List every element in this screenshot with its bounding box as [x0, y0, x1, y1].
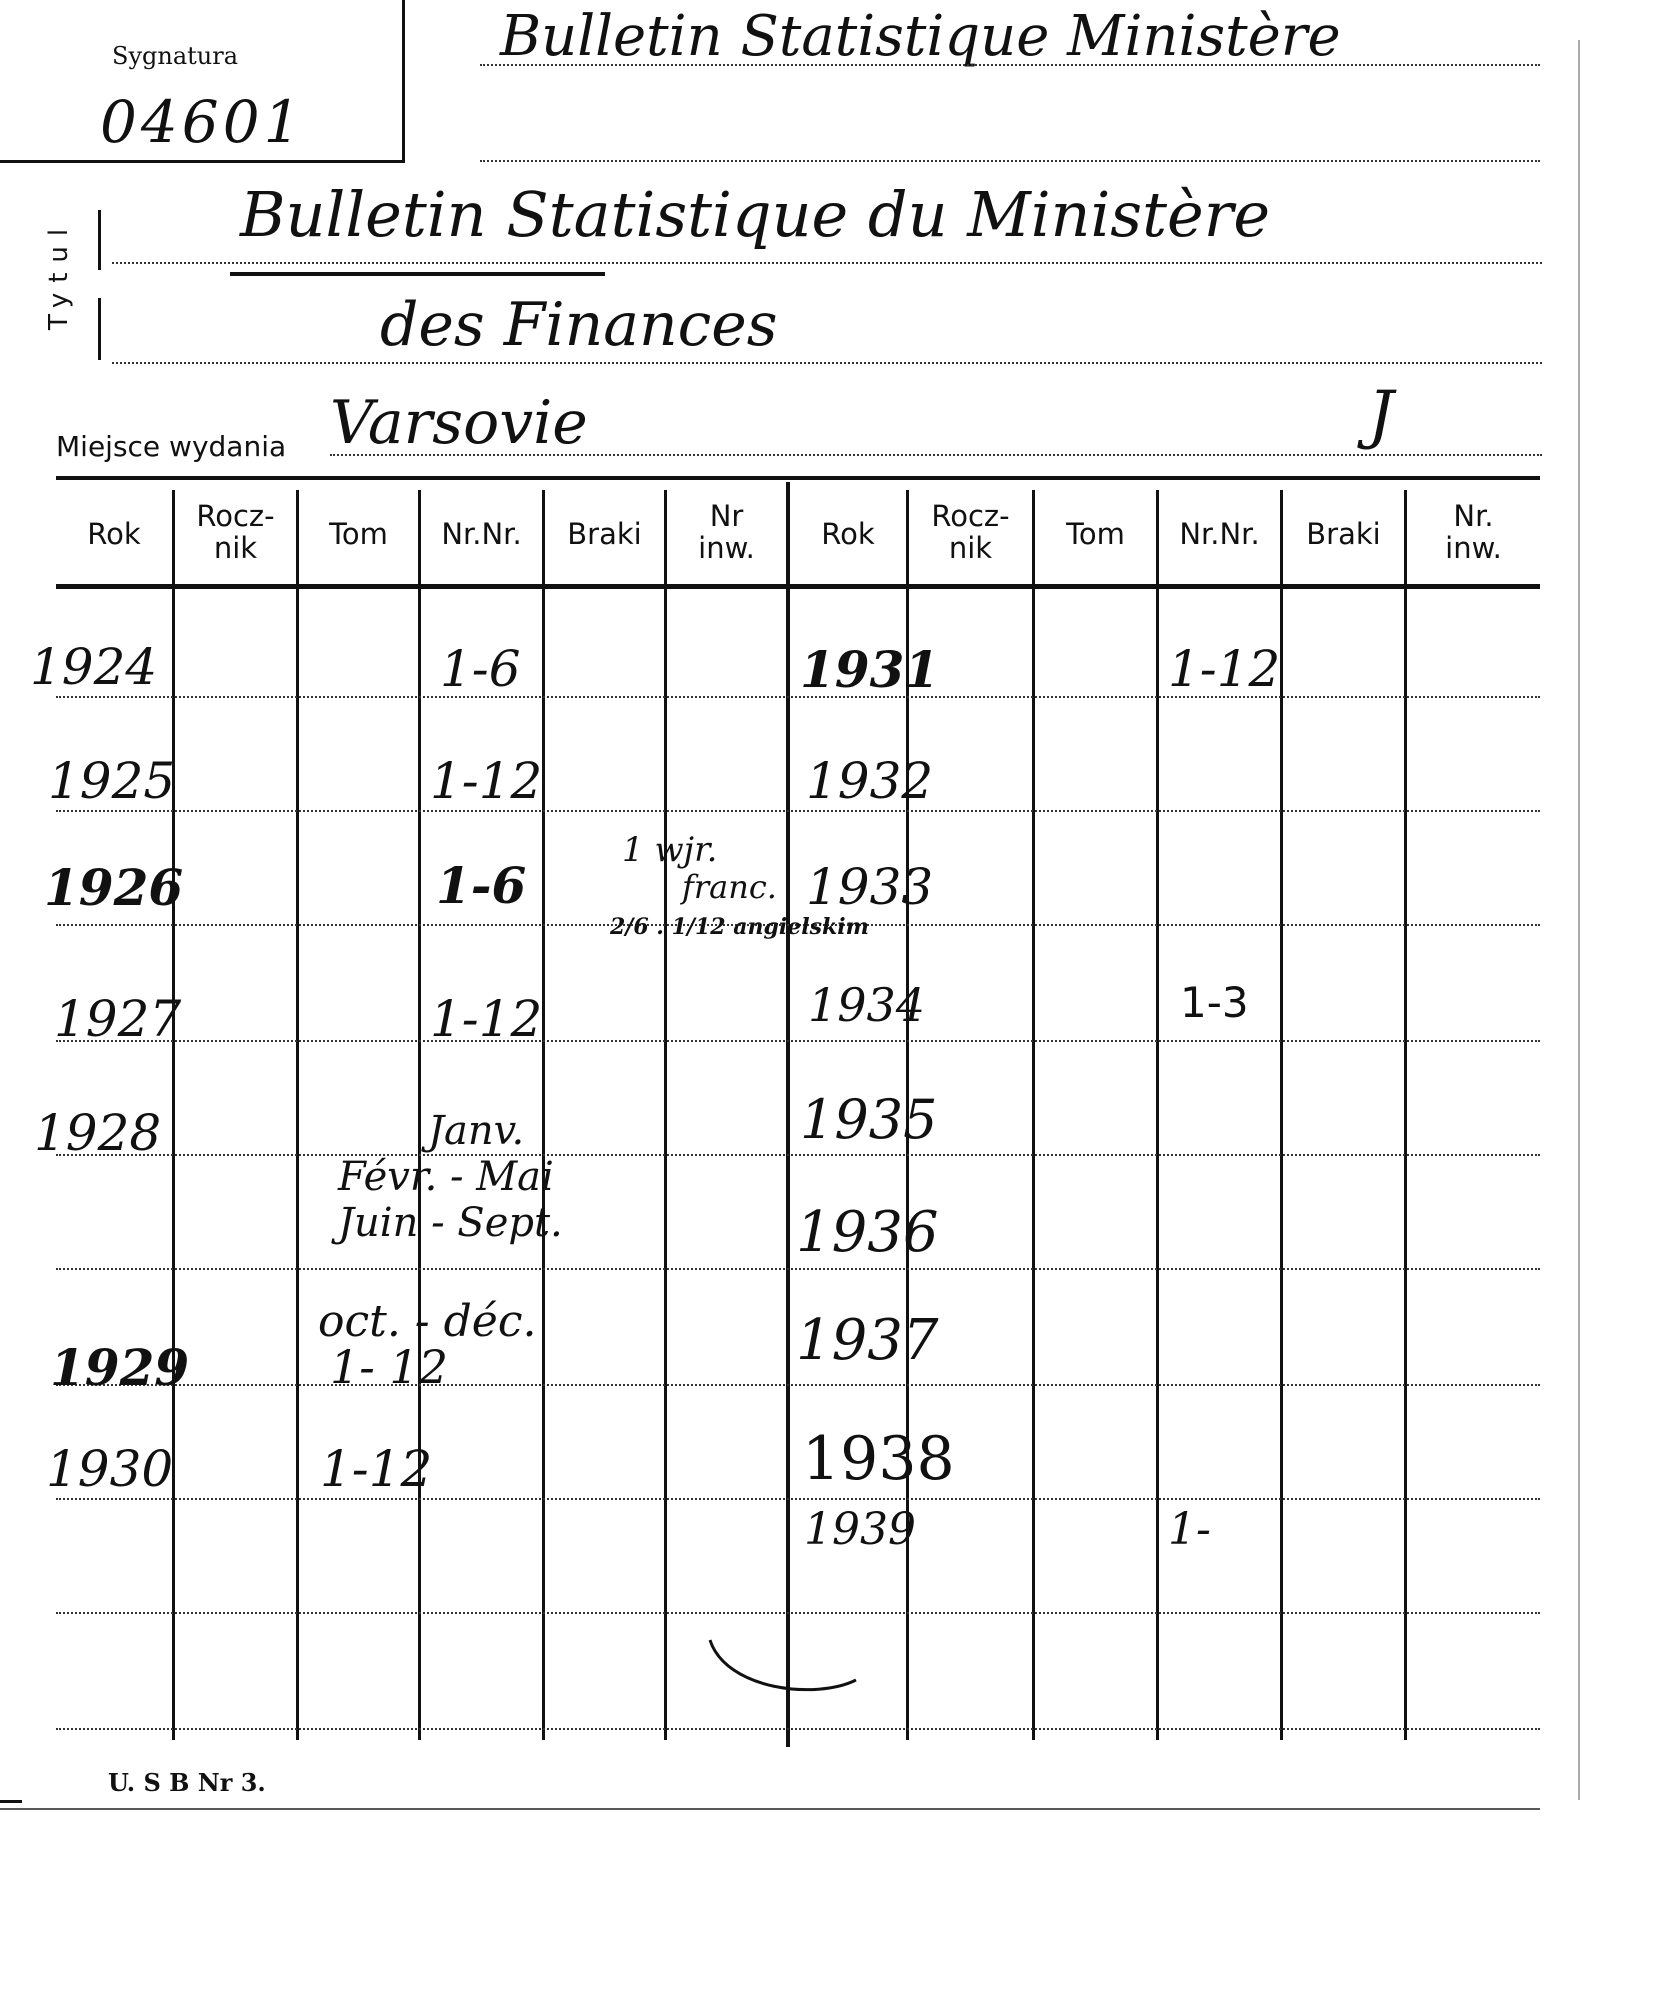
right-rok-1932: 1932 — [806, 752, 934, 810]
right-rok-1939: 1939 — [804, 1504, 916, 1555]
right-rok-1934: 1934 — [808, 978, 926, 1032]
col-line-9 — [1156, 490, 1159, 1740]
left-nr-1929: 1- 12 — [330, 1340, 448, 1394]
left-rok-1927: 1927 — [54, 990, 182, 1048]
col-line-4 — [542, 490, 545, 1740]
place-label: Miejsce wydania — [56, 430, 287, 463]
left-nr-1927: 1-12 — [430, 990, 543, 1048]
left-rok-1929: 1929 — [50, 1338, 190, 1397]
header-rocznik-right: Rocz- nik — [931, 499, 1010, 565]
left-rok-1924: 1924 — [30, 638, 158, 696]
left-nr-1925: 1-12 — [430, 752, 543, 810]
left-rok-1930: 1930 — [46, 1440, 174, 1498]
row-rule-6 — [56, 1268, 1540, 1270]
left-nr-1924: 1-6 — [440, 640, 521, 698]
row-rule-9 — [56, 1612, 1540, 1614]
left-nr-1930: 1-12 — [320, 1440, 433, 1498]
title-line-2: des Finances — [380, 290, 778, 360]
row-rule-2 — [56, 810, 1540, 812]
table-top-rule — [56, 476, 1540, 480]
header-nrinw-left: Nr inw. — [698, 499, 755, 565]
col-line-2 — [296, 490, 299, 1740]
left-nr-1928: Janv. — [428, 1108, 525, 1154]
title-line-1-rule — [112, 262, 1542, 264]
form-code: U. S B Nr 3. — [108, 1768, 266, 1797]
header-tom-left: Tom — [329, 517, 388, 551]
col-line-3 — [418, 490, 421, 1740]
header-braki-right: Braki — [1306, 517, 1381, 551]
tom-note-1928-a: Févr. - Mai — [338, 1154, 554, 1200]
top-title-line-1 — [480, 64, 1540, 66]
col-line-5 — [664, 490, 667, 1740]
tytul-bracket-1 — [98, 210, 101, 270]
title-line-1: Bulletin Statistique du Ministère — [240, 178, 1271, 251]
right-nr-1931: 1-12 — [1168, 640, 1281, 698]
row-rule-4 — [56, 1040, 1540, 1042]
card-right-edge — [1578, 40, 1580, 1800]
row-rule-7 — [56, 1384, 1540, 1386]
card-bottom-edge — [0, 1808, 1540, 1810]
col-line-6 — [786, 482, 790, 1747]
card-left-edge-mark — [0, 1800, 22, 1803]
right-rok-1936: 1936 — [796, 1200, 939, 1265]
pencil-curve-mark — [706, 1620, 876, 1710]
row-rule-8 — [56, 1498, 1540, 1500]
top-title-line-2 — [480, 160, 1540, 162]
sygnatura-label: Sygnatura — [112, 42, 239, 70]
header-rocznik-left: Rocz- nik — [196, 499, 275, 565]
header-nrnr-right: Nr.Nr. — [1179, 517, 1260, 551]
sygnatura-box-bottom-border — [0, 160, 405, 163]
right-nr-1934: 1-3 — [1180, 978, 1249, 1027]
left-rok-1928: 1928 — [34, 1104, 162, 1162]
left-nr-1926: 1-6 — [436, 856, 527, 915]
row-rule-1 — [56, 696, 1540, 698]
row-rule-10 — [56, 1728, 1540, 1730]
header-rok-left: Rok — [87, 517, 141, 551]
col-line-8 — [1032, 490, 1035, 1740]
header-nrnr-left: Nr.Nr. — [441, 517, 522, 551]
col-line-11 — [1404, 490, 1407, 1740]
col-line-1 — [172, 490, 175, 1740]
table-header-rule — [56, 584, 1540, 589]
tytul-label: Tytul — [44, 218, 74, 330]
sygnatura-value: 04601 — [100, 88, 305, 156]
tytul-bracket-2 — [98, 298, 101, 360]
right-nr-1939: 1- — [1168, 1504, 1211, 1555]
row-rule-5 — [56, 1154, 1540, 1156]
header-tom-right: Tom — [1066, 517, 1125, 551]
braki-note-1926-b: franc. — [682, 868, 777, 906]
tom-note-1928-b: Juin - Sept. — [338, 1200, 563, 1246]
right-rok-1933: 1933 — [806, 858, 934, 916]
tom-note-1929: oct. - déc. — [318, 1296, 537, 1347]
corner-mark: J — [1368, 378, 1394, 452]
title-underline — [230, 272, 605, 276]
right-rok-1937: 1937 — [796, 1308, 939, 1373]
braki-note-1926-a: 1 wjr. — [622, 830, 718, 870]
header-rok-right: Rok — [821, 517, 875, 551]
left-rok-1925: 1925 — [48, 752, 176, 810]
place-value: Varsovie — [330, 388, 588, 458]
braki-note-1926-c: 2/6 . 1/12 angielskim — [610, 914, 869, 940]
left-rok-1926: 1926 — [44, 858, 184, 917]
right-rok-1938: 1938 — [802, 1424, 955, 1494]
col-line-10 — [1280, 490, 1283, 1740]
header-braki-left: Braki — [567, 517, 642, 551]
header-nrinw-right: Nr. inw. — [1445, 499, 1502, 565]
top-title: Bulletin Statistique Ministère — [500, 4, 1341, 69]
place-rule — [330, 454, 1542, 456]
right-rok-1935: 1935 — [800, 1088, 938, 1151]
title-line-2-rule — [112, 362, 1542, 364]
sygnatura-box-right-border — [402, 0, 405, 162]
right-rok-1931: 1931 — [800, 640, 940, 699]
